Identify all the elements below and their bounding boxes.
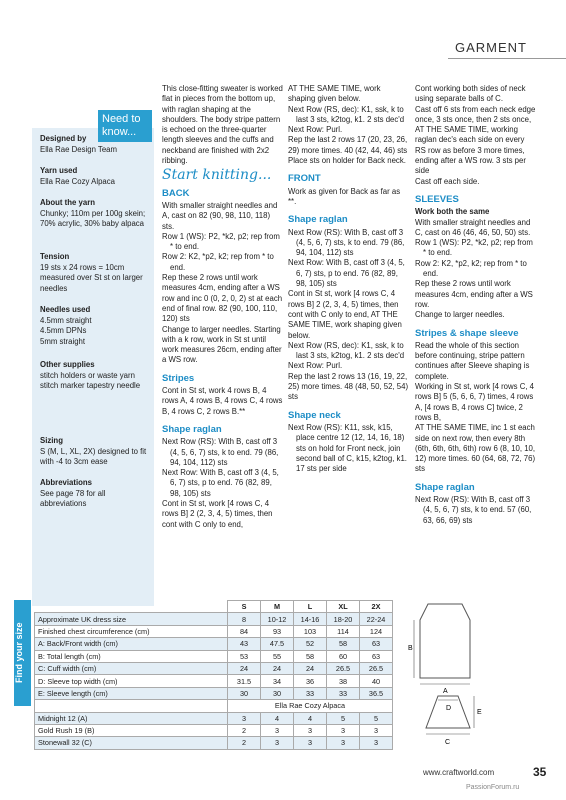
label-e: E — [477, 709, 482, 716]
label-a: A — [443, 688, 448, 695]
schematic-diagram — [410, 600, 560, 750]
table-row: Gold Rush 19 (B) 2 3 3 3 3 — [35, 724, 393, 736]
table-row: Approximate UK dress size 8 10-12 14-16 18-20 22-24 — [35, 613, 393, 625]
column-2: AT THE SAME TIME, work shaping given below. Next Row (RS, dec): K1, ssk, k to last 3 sts, k2tog, k1. 2 sts dec'd Next Row: Purl. Rep the last 2 rows 17 (20, 23, 26, 29) more times. 40 (42, 44, 46) sts Place sts on holder for Back neck. FRONT Work as given for Back as far as **. Shape raglan Next Row (RS): With B, cast off 3 (4, 5, 6, 7) sts, k to end. 79 (86, 94, 104, 112) sts Next Row: With B, cast off 3 (4, 5, 6, 7) sts, p to end. 76 (82, 89, 98, 105) sts Cont in St st, work [4 rows C, 4 rows B] 2 (2, 3, 4, 5) times, then cont with C only to end, AT THE SAME TIME, work shaping given below. Next Row (RS, dec): K1, ssk, k to last 3 sts, k2tog, k1. 2 sts dec'd Next Row: Purl. Rep the last 2 rows 13 (16, 19, 22, 25) more times. 48 (48, 50, 52, 54) sts Shape neck Next Row (RS): K11, ssk, k15, place centre 12 (12, 14, 16, 18) sts on hold for Front neck, join second ball of C, k15, k2tog, k1. 17 sts per side — [288, 84, 409, 474]
table-row: A: Back/Front width (cm) 43 47.5 52 58 63 — [35, 638, 393, 650]
other-supplies: Other supplies stitch holders or waste yarn stitch marker tapestry needle — [40, 360, 141, 390]
needles-used: Needles used 4.5mm straight 4.5mm DPNs 5mm straight — [40, 305, 92, 346]
yarn-used: Yarn used Ella Rae Cozy Alpaca — [40, 166, 115, 186]
shape-neck-heading: Shape neck — [288, 409, 341, 421]
table-row: D: Sleeve top width (cm) 31.5 34 36 38 40 — [35, 675, 393, 687]
column-3: Cont working both sides of neck using separate balls of C. Cast off 6 sts from each neck edge once, 3 sts once, then 2 sts once, AT THE SAME TIME, working raglan dec's each side on every RS row as before 3 more times, ending after a WS row. 3 sts per side Cast off each side. SLEEVES Work both the same With smaller straight needles and C, cast on 46 (46, 46, 50, 50) sts. Row 1 (WS): P2, *k2, p2; rep from * to end. Row 2: K2, *p2, k2; rep from * to end. Rep these 2 rows until work measures 4cm, ending after a WS row. Change to larger needles. Stripes & shape sleeve Read the whole of this section before continuing, stripe pattern continues after Sleeve shaping is complete. Working in St st, work [4 rows C, 4 rows B] 5 (5, 6, 6, 7) times, 4 rows A, [4 rows B, 4 rows C] twice, 2 rows B, AT THE SAME TIME, inc 1 st each side on next row, then every 8th (6th, 6th, 6th, 6th) row 6 (8, 10, 10, 12) more times. 60 (64, 68, 72, 76) sts Shape raglan Next Row (RS): With B, cast off 3 (4, 5, 6, 7) sts, k to end. 57 (60, 63, 66, 69) sts — [415, 84, 536, 525]
sleeves-heading: SLEEVES — [415, 193, 459, 205]
label-d: D — [446, 705, 452, 712]
section-header: GARMENT — [455, 40, 527, 55]
table-row: Finished chest circumference (cm) 84 93 103 114 124 — [35, 625, 393, 637]
header-rule — [448, 58, 566, 59]
yarn-header-row: Ella Rae Cozy Alpaca — [35, 700, 393, 712]
sleeve-piece — [426, 696, 470, 728]
about-yarn: About the yarn Chunky; 110m per 100g skein; 70% acrylic, 30% baby alpaca — [40, 198, 146, 228]
size-table — [34, 600, 393, 750]
tension: Tension 19 sts x 24 rows = 10cm measured over St st on larger needles — [40, 252, 143, 293]
footer-url: www.craftworld.com — [423, 768, 495, 777]
front-raglan-heading: Shape raglan — [288, 214, 348, 226]
sizing: Sizing S (M, L, XL, 2X) designed to fit with -4 to 3cm ease — [40, 436, 147, 466]
table-row: Stonewall 32 (C) 2 3 3 3 3 — [35, 737, 393, 749]
start-knitting-heading: Start knitting... — [162, 167, 272, 184]
label-c: C — [445, 739, 451, 746]
page-number: 35 — [533, 765, 547, 779]
back-heading: BACK — [162, 187, 190, 199]
watermark: PassionForum.ru — [466, 784, 520, 791]
label-b: B — [408, 645, 413, 652]
table-header-row: S M L XL 2X — [35, 601, 393, 613]
abbreviations: Abbreviations See page 78 for all abbreviations — [40, 478, 106, 508]
stripes-sleeve-heading: Stripes & shape sleeve — [415, 327, 519, 339]
table-row: C: Cuff width (cm) 24 24 24 26.5 26.5 — [35, 662, 393, 674]
front-heading: FRONT — [288, 173, 321, 185]
designed-by: Designed by Ella Rae Design Team — [40, 134, 117, 154]
table-row: Midnight 12 (A) 3 4 4 5 5 — [35, 712, 393, 724]
table-row: B: Total length (cm) 53 55 58 60 63 — [35, 650, 393, 662]
body-piece — [420, 604, 470, 678]
find-your-size-tab: Find your size — [14, 600, 31, 706]
need-to-know-tab: Need to know... — [98, 110, 152, 142]
column-1: This close-fitting sweater is worked flat in pieces from the bottom up, with raglan shaping at the shoulders. The body stripe pattern is echoed on the three-quarter length sleeves and the cuffs and neckband are finished with 2x2 ribbing. Start knitting... BACK With smaller straight needles and A, cast on 82 (90, 98, 110, 118) sts. Row 1 (WS): P2, *k2, p2; rep from * to end. Row 2: K2, *p2, k2; rep from * to end. Rep these 2 rows until work measures 4cm, ending after a WS row and inc 0 (0, 2, 0, 2) st at each end of final row. 82 (90, 100, 110, 120) sts Change to larger needles. Starting with a k row, work in St st until work measures 26cm, ending after a WS row. Stripes Cont in St st, work 4 rows B, 4 rows A, 4 rows B, 4 rows C, 4 rows B, 4 rows C, 2 rows B.** Shape raglan Next Row (RS): With B, cast off 3 (4, 5, 6, 7) sts, k to end. 79 (86, 94, 104, 112) sts Next Row: With B, cast off 3 (4, 5, 6, 7) sts, p to end. 76 (82, 89, 98, 105) sts Cont in St st, work [4 rows C, 4 rows B] 2 (2, 3, 4, 5) times, then cont with C only to end, — [162, 84, 283, 529]
table-row: E: Sleeve length (cm) 30 30 33 33 36.5 — [35, 687, 393, 699]
stripes-heading: Stripes — [162, 372, 195, 384]
shape-raglan-heading: Shape raglan — [162, 423, 222, 435]
sleeve-raglan-heading: Shape raglan — [415, 481, 475, 493]
